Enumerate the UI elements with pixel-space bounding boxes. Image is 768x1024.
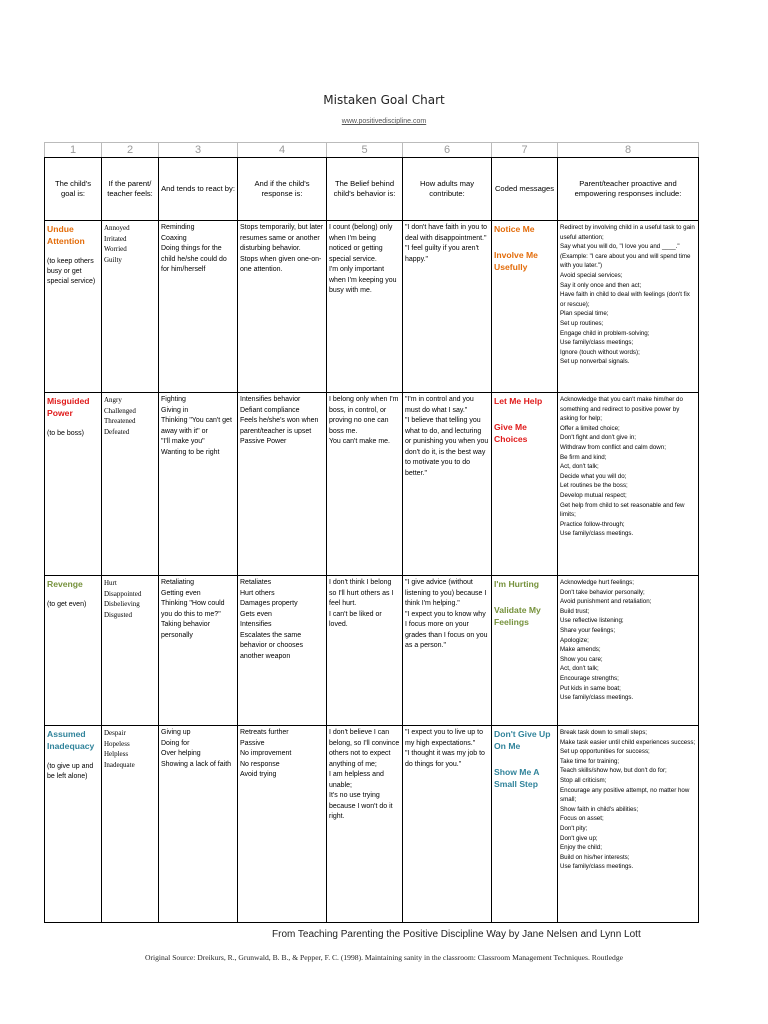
responses-cell: Break task down to small steps; Make task easier until child experiences success; Set up opportunities for success; Take time for training; Teach skills/show how, but don't do for; Stop all criticism; Encourage any positive attempt, no matter how small; Show faith in child's abilities; Focus on asset; Don't pity; Don't give up; Enjoy the child; Build on his/her interests; Use family/class meetings. [558, 726, 699, 923]
coded-messages-cell [492, 726, 558, 923]
feels-cell: Angry Challenged Threatened Defeated [102, 393, 159, 576]
contribute-cell: "I'm in control and you must do what I say." "I believe that telling you what to do, and lecturing or punishing you when you don't do it, is the best way to motivate you to do better." [403, 393, 492, 576]
belief-cell: I don't believe I can belong, so I'll convince others not to expect anything of me; I am helpless and unable; It's no use trying because I won't do it right. [327, 726, 403, 923]
belief-cell: I belong only when I'm boss, in control, or proving no one can boss me. You can't make me. [327, 393, 403, 576]
column-number: 6 [403, 143, 492, 158]
website-link[interactable]: www.positivediscipline.com [341, 118, 427, 125]
header-responses: Parent/teacher proactive and empowering responses include: [558, 158, 699, 221]
source-citation: Original Source: Dreikurs, R., Grunwald, B. B., & Pepper, F. C. (1998). Maintaining sanity in the classroom: Classroom Management Techniques. Routledge [144, 953, 623, 962]
header-contribute: How adults may contribute: [403, 158, 492, 221]
feels-cell: Annoyed Irritated Worried Guilty [102, 221, 159, 393]
column-number: 4 [238, 143, 327, 158]
header-belief: The Belief behind child's behavior is: [327, 158, 403, 221]
goal-cell [45, 393, 102, 576]
mistaken-goal-table [44, 142, 699, 923]
goal-subtitle: (to get even) [47, 601, 87, 608]
column-number: 7 [492, 143, 558, 158]
react-cell: Reminding Coaxing Doing things for the child he/she could do for him/herself [159, 221, 238, 393]
react-cell: Retaliating Getting even Thinking "How could you do this to me?" Taking behavior personally [159, 576, 238, 726]
coded-message: Show Me A Small Step [494, 767, 540, 789]
coded-message: Let Me Help [494, 396, 543, 406]
response-cell: Retreats further Passive No improvement No response Avoid trying [238, 726, 327, 923]
goal-label: Assumed Inadequacy [47, 729, 95, 751]
coded-message: Involve Me Usefully [494, 250, 538, 272]
table-row-undue-attention [45, 221, 699, 393]
goal-cell [45, 576, 102, 726]
belief-cell: I don't think I belong so I'll hurt others as I feel hurt. I can't be liked or loved. [327, 576, 403, 726]
attribution-line: From Teaching Parenting the Positive Discipline Way by Jane Nelsen and Lynn Lott [272, 929, 641, 940]
page-title: Mistaken Goal Chart [323, 93, 445, 107]
contribute-cell: "I give advice (without listening to you) because I think I'm helping." "I expect you to know why I focus more on your grades than I focus on you as a person." [403, 576, 492, 726]
goal-cell [45, 726, 102, 923]
responses-cell: Acknowledge that you can't make him/her do something and redirect to positive power by asking for help; Offer a limited choice; Don't fight and don't give in; Withdraw from conflict and calm down; Be firm and kind; Act, don't talk; Decide what you will do; Let routines be the boss; Develop mutual respect; Get help from child to set reasonable and few limits; Practice follow-through; Use family/class meetings. [558, 393, 699, 576]
responses-cell: Acknowledge hurt feelings; Don't take behavior personally; Avoid punishment and retaliation; Build trust; Use reflective listening; Share your feelings; Apologize; Make amends; Show you care; Act, don't talk; Encourage strengths; Put kids in same boat; Use family/class meetings. [558, 576, 699, 726]
header-goal: The child's goal is: [45, 158, 102, 221]
response-cell: Intensifies behavior Defiant compliance Feels he/she's won when parent/teacher is upset Passive Power [238, 393, 327, 576]
contribute-cell: "I don't have faith in you to deal with disappointment." "I feel guilty if you aren't happy." [403, 221, 492, 393]
coded-messages-cell [492, 393, 558, 576]
coded-message: Give Me Choices [494, 422, 528, 444]
goal-subtitle: (to be boss) [47, 430, 84, 437]
response-cell: Stops temporarily, but later resumes same or another disturbing behavior. Stops when given one-on-one attention. [238, 221, 327, 393]
react-cell: Fighting Giving in Thinking "You can't get away with it" or "I'll make you" Wanting to be right [159, 393, 238, 576]
column-number-row [45, 143, 699, 158]
column-number: 2 [102, 143, 159, 158]
header-react: And tends to react by: [159, 158, 238, 221]
goal-subtitle: (to keep others busy or get special service) [47, 258, 96, 285]
belief-cell: I count (belong) only when I'm being noticed or getting special service. I'm only important when I'm keeping you busy with me. [327, 221, 403, 393]
table-row-assumed-inadequacy [45, 726, 699, 923]
column-number: 5 [327, 143, 403, 158]
column-number: 1 [45, 143, 102, 158]
goal-subtitle: (to give up and be left alone) [47, 763, 94, 780]
coded-message: Validate My Feelings [494, 605, 541, 627]
column-number: 8 [558, 143, 699, 158]
contribute-cell: "I expect you to live up to my high expectations." "I thought it was my job to do things for you." [403, 726, 492, 923]
table-row-revenge [45, 576, 699, 726]
header-feels: If the parent/ teacher feels: [102, 158, 159, 221]
goal-label: Revenge [47, 579, 83, 589]
goal-cell [45, 221, 102, 393]
coded-message: I'm Hurting [494, 579, 540, 589]
goal-label: Misguided Power [47, 396, 90, 418]
header-response: And if the child's response is: [238, 158, 327, 221]
column-number: 3 [159, 143, 238, 158]
react-cell: Giving up Doing for Over helping Showing a lack of faith [159, 726, 238, 923]
goal-label: Undue Attention [47, 224, 85, 246]
table-row-misguided-power [45, 393, 699, 576]
feels-cell: Despair Hopeless Helpless Inadequate [102, 726, 159, 923]
coded-messages-cell [492, 221, 558, 393]
coded-message: Don't Give Up On Me [494, 729, 551, 751]
coded-message: Notice Me [494, 224, 535, 234]
header-coded-messages: Coded messages [492, 158, 558, 221]
coded-messages-cell [492, 576, 558, 726]
header-row [45, 158, 699, 221]
feels-cell: Hurt Disappointed Disbelieving Disgusted [102, 576, 159, 726]
response-cell: Retaliates Hurt others Damages property Gets even Intensifies Escalates the same behavior or chooses another weapon [238, 576, 327, 726]
responses-cell: Redirect by involving child in a useful task to gain useful attention; Say what you will do, "I love you and ____." (Example: "I care about you and will spend time with you later.") Avoid special services; Say it only once and then act; Have faith in child to deal with feelings (don't fix or rescue); Plan special time; Set up routines; Engage child in problem-solving; Use family/class meetings; Ignore (touch without words); Set up nonverbal signals. [558, 221, 699, 393]
